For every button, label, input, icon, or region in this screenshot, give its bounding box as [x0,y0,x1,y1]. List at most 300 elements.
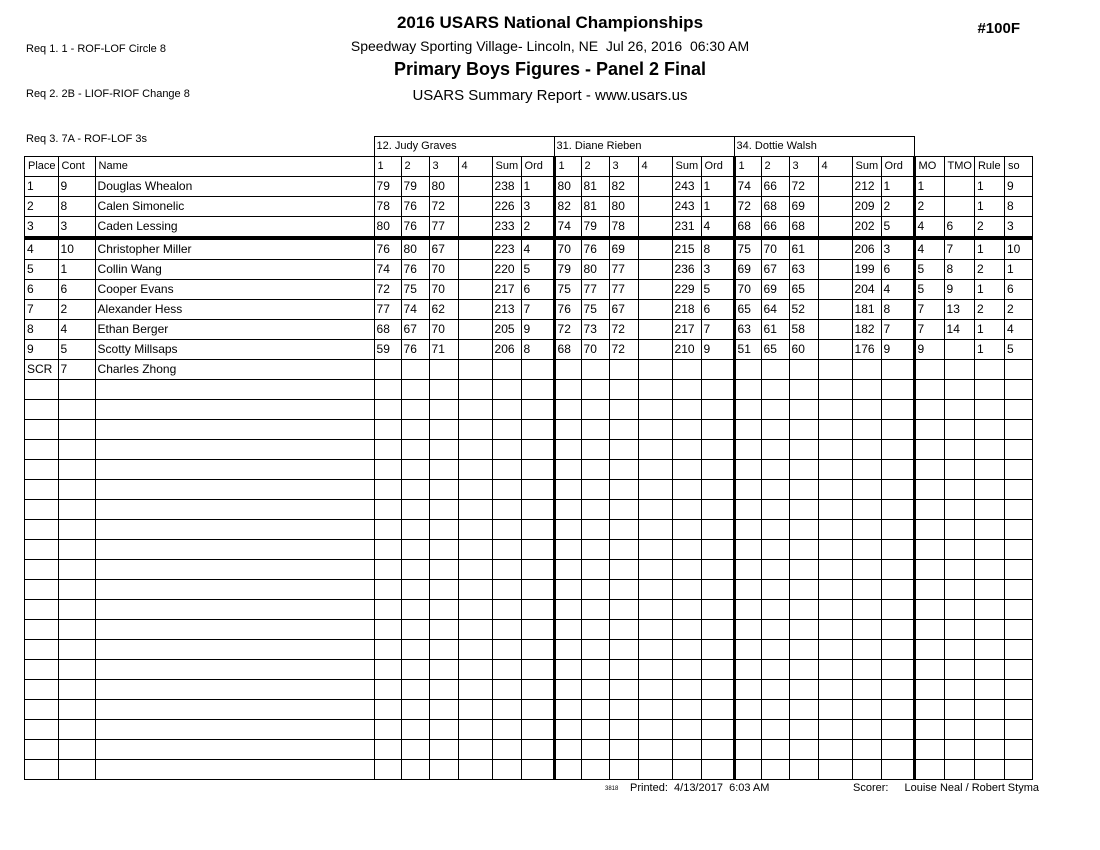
ordinal-cell [521,760,554,780]
score-cell [734,680,761,700]
sum-cell: 213 [492,300,521,320]
score-cell [374,660,401,680]
score-cell: 77 [581,280,609,300]
skater-name-cell [95,640,374,660]
ordinal-cell [881,640,914,660]
score-cell: 80 [609,197,638,217]
sum-cell [852,740,881,760]
so-cell: 9 [1004,177,1032,197]
ordinal-cell: 3 [701,260,734,280]
tmo-cell [944,480,974,500]
ordinal-cell [701,740,734,760]
score-cell [609,460,638,480]
mo-cell [914,500,944,520]
score-cell [818,600,852,620]
sum-cell [492,680,521,700]
score-cell [609,560,638,580]
skater-name-cell [95,560,374,580]
score-cell [458,760,492,780]
score-cell: 67 [761,260,789,280]
sum-cell [492,560,521,580]
skater-name-cell [95,680,374,700]
ordinal-cell [701,540,734,560]
so-cell: 3 [1004,217,1032,239]
score-cell [581,660,609,680]
tmo-cell [944,620,974,640]
score-cell [401,560,429,580]
score-cell: 77 [609,280,638,300]
place-cell [25,540,59,560]
score-cell [581,480,609,500]
score-cell [581,560,609,580]
contestant-number-cell [58,660,95,680]
skater-name-cell: Collin Wang [95,260,374,280]
score-cell [638,560,672,580]
ordinal-cell [521,680,554,700]
score-cell [429,660,458,680]
sum-cell [492,540,521,560]
score-cell [818,520,852,540]
score-cell: 68 [761,197,789,217]
sum-cell: 209 [852,197,881,217]
skater-name-cell [95,620,374,640]
place-cell: 8 [25,320,59,340]
sum-cell: 202 [852,217,881,239]
mo-cell: 9 [914,340,944,360]
ordinal-cell: 2 [521,217,554,239]
score-cell [789,760,818,780]
rule-cell: 1 [974,197,1004,217]
ordinal-cell [701,600,734,620]
sum-cell: 176 [852,340,881,360]
place-cell [25,380,59,400]
sum-cell [492,480,521,500]
result-row [25,177,1033,197]
tmo-cell [944,360,974,380]
sum-cell: 210 [672,340,701,360]
score-cell: 79 [401,177,429,197]
score-cell [554,500,581,520]
score-cell: 69 [609,238,638,260]
tmo-cell: 6 [944,217,974,239]
score-cell [818,700,852,720]
ordinal-cell: 5 [521,260,554,280]
contestant-number-cell: 6 [58,280,95,300]
score-cell [554,580,581,600]
rule-cell [974,420,1004,440]
result-row [25,300,1033,320]
result-row [25,197,1033,217]
ordinal-cell [881,760,914,780]
ordinal-cell: 1 [521,177,554,197]
ordinal-cell [701,560,734,580]
ordinal-cell [521,460,554,480]
column-header: Ord [521,157,554,177]
sum-cell [852,640,881,660]
rule-cell [974,520,1004,540]
score-cell: 71 [429,340,458,360]
score-cell [554,460,581,480]
ordinal-cell [881,740,914,760]
place-cell [25,480,59,500]
rule-cell [974,500,1004,520]
empty-row [25,380,1033,400]
empty-row [25,420,1033,440]
ordinal-cell: 3 [521,197,554,217]
score-cell [458,360,492,380]
score-cell [581,540,609,560]
score-cell: 76 [401,217,429,239]
score-cell [818,660,852,680]
so-cell [1004,520,1032,540]
rule-cell [974,460,1004,480]
tmo-cell [944,380,974,400]
score-cell [374,640,401,660]
ordinal-cell: 4 [881,280,914,300]
requirement-line-3: Req 3. 7A - ROF-LOF 3s [26,133,148,145]
score-cell [638,680,672,700]
sum-cell: 220 [492,260,521,280]
so-cell: 10 [1004,238,1032,260]
column-header: Ord [881,157,914,177]
ordinal-cell [881,660,914,680]
ordinal-cell: 4 [521,238,554,260]
score-cell [554,480,581,500]
tmo-cell [944,520,974,540]
ordinal-cell [881,700,914,720]
score-cell [581,360,609,380]
score-cell [458,540,492,560]
score-cell: 80 [374,217,401,239]
score-cell [734,720,761,740]
score-cell [818,720,852,740]
score-cell: 51 [734,340,761,360]
score-cell [554,420,581,440]
so-cell [1004,700,1032,720]
contestant-number-cell [58,500,95,520]
rule-cell: 2 [974,260,1004,280]
column-header: TMO [944,157,974,177]
rule-cell [974,540,1004,560]
score-cell: 69 [789,197,818,217]
score-cell [458,238,492,260]
score-cell: 82 [609,177,638,197]
score-cell [374,760,401,780]
score-cell: 74 [554,217,581,239]
sum-cell [672,760,701,780]
skater-name-cell [95,520,374,540]
ordinal-cell [881,380,914,400]
ordinal-cell [881,540,914,560]
column-header: 3 [789,157,818,177]
mo-cell [914,360,944,380]
score-cell [638,760,672,780]
score-cell [734,360,761,380]
score-cell [458,260,492,280]
score-cell [761,360,789,380]
score-cell: 59 [374,340,401,360]
score-cell [554,540,581,560]
score-cell [761,540,789,560]
score-cell [734,420,761,440]
scorer-line [853,782,1039,794]
score-cell: 70 [429,320,458,340]
ordinal-cell [881,680,914,700]
ordinal-cell: 8 [521,340,554,360]
score-cell [818,400,852,420]
tmo-cell [944,340,974,360]
contestant-number-cell: 8 [58,197,95,217]
score-cell [458,280,492,300]
score-cell [789,420,818,440]
score-cell [789,560,818,580]
score-cell [554,620,581,640]
sum-cell: 223 [492,238,521,260]
result-row [25,238,1033,260]
mo-cell: 4 [914,238,944,260]
ordinal-cell: 8 [701,238,734,260]
score-cell: 72 [789,177,818,197]
so-cell [1004,480,1032,500]
result-row [25,360,1033,380]
sum-cell [852,600,881,620]
sum-cell [672,520,701,540]
score-cell: 75 [734,238,761,260]
place-cell: 4 [25,238,59,260]
score-cell [638,660,672,680]
ordinal-cell [701,380,734,400]
score-cell [789,360,818,380]
place-cell [25,600,59,620]
score-cell [581,460,609,480]
column-header: 2 [401,157,429,177]
score-cell [609,760,638,780]
score-cell: 72 [554,320,581,340]
score-cell [458,400,492,420]
so-cell [1004,660,1032,680]
ordinal-cell [521,400,554,420]
score-cell: 65 [761,340,789,360]
empty-row [25,480,1033,500]
score-cell: 76 [401,197,429,217]
so-cell [1004,360,1032,380]
skater-name-cell [95,440,374,460]
requirement-line-1: Req 1. 1 - ROF-LOF Circle 8 [26,43,166,55]
contestant-number-cell [58,600,95,620]
mo-cell [914,760,944,780]
sum-cell [492,460,521,480]
ordinal-cell [701,640,734,660]
sum-cell [852,540,881,560]
score-cell [789,720,818,740]
score-cell [761,560,789,580]
contestant-number-cell: 9 [58,177,95,197]
score-cell [429,760,458,780]
score-cell [638,620,672,640]
score-cell: 70 [429,280,458,300]
score-cell [761,500,789,520]
ordinal-cell [881,440,914,460]
score-cell [609,480,638,500]
empty-row [25,680,1033,700]
contestant-number-cell [58,680,95,700]
score-cell [401,420,429,440]
empty-row [25,440,1033,460]
score-cell [761,620,789,640]
score-cell [638,380,672,400]
contestant-number-cell: 7 [58,360,95,380]
place-cell: 5 [25,260,59,280]
ordinal-cell [701,660,734,680]
ordinal-cell: 1 [881,177,914,197]
rule-cell [974,560,1004,580]
mo-cell [914,740,944,760]
empty-row [25,640,1033,660]
score-cell [789,520,818,540]
score-cell [458,197,492,217]
score-cell [638,520,672,540]
sum-cell [492,400,521,420]
ordinal-cell: 5 [881,217,914,239]
score-cell [458,600,492,620]
so-cell: 4 [1004,320,1032,340]
empty-row [25,460,1033,480]
so-cell [1004,420,1032,440]
score-cell [761,760,789,780]
sum-cell [672,720,701,740]
score-cell [401,640,429,660]
judge-name-header-1: 12. Judy Graves [374,137,554,157]
venue-date-line: Speedway Sporting Village- Lincoln, NE Jul 26, 2016 06:30 AM [350,38,750,54]
place-cell [25,760,59,780]
ordinal-cell [881,400,914,420]
score-cell [581,620,609,640]
score-cell [554,400,581,420]
sum-cell [672,540,701,560]
sum-cell [492,520,521,540]
score-cell [761,580,789,600]
score-cell [429,640,458,660]
sum-cell [492,740,521,760]
sum-cell [492,720,521,740]
score-cell: 67 [401,320,429,340]
score-cell: 76 [401,260,429,280]
sum-cell [672,560,701,580]
contestant-number-cell [58,720,95,740]
sum-cell: 206 [492,340,521,360]
skater-name-cell: Charles Zhong [95,360,374,380]
empty-row [25,600,1033,620]
sum-cell [852,620,881,640]
score-cell [429,400,458,420]
score-cell [401,580,429,600]
empty-row [25,560,1033,580]
mo-cell [914,520,944,540]
score-cell [734,560,761,580]
score-cell: 78 [609,217,638,239]
ordinal-cell [521,520,554,540]
score-cell [818,760,852,780]
score-cell [609,740,638,760]
score-cell [581,520,609,540]
score-cell [734,380,761,400]
ordinal-cell [701,440,734,460]
so-cell [1004,600,1032,620]
score-cell [554,560,581,580]
ordinal-cell: 2 [881,197,914,217]
score-cell [818,440,852,460]
contestant-number-cell [58,700,95,720]
skater-name-cell: Ethan Berger [95,320,374,340]
ordinal-cell [701,700,734,720]
mo-cell [914,720,944,740]
skater-name-cell: Scotty Millsaps [95,340,374,360]
score-cell [789,600,818,620]
rule-cell [974,760,1004,780]
score-cell [458,640,492,660]
score-cell [638,460,672,480]
tmo-cell: 9 [944,280,974,300]
place-cell [25,720,59,740]
so-cell [1004,500,1032,520]
score-cell [818,540,852,560]
score-cell [638,340,672,360]
score-cell [818,260,852,280]
score-cell [374,700,401,720]
skater-name-cell: Douglas Whealon [95,177,374,197]
score-cell [734,620,761,640]
rule-cell [974,640,1004,660]
sum-cell: 215 [672,238,701,260]
mo-cell: 2 [914,197,944,217]
score-cell [429,580,458,600]
tmo-cell [944,660,974,680]
rule-cell [974,580,1004,600]
sum-cell [672,620,701,640]
score-cell: 72 [609,340,638,360]
score-cell [554,760,581,780]
mo-cell [914,700,944,720]
mo-cell [914,440,944,460]
ordinal-cell [521,540,554,560]
score-cell [458,680,492,700]
score-cell [761,440,789,460]
score-cell [818,680,852,700]
result-row [25,320,1033,340]
mo-cell: 1 [914,177,944,197]
score-cell [374,720,401,740]
score-cell: 80 [401,238,429,260]
score-cell [818,620,852,640]
mo-cell [914,460,944,480]
score-cell [458,700,492,720]
column-header: Rule [974,157,1004,177]
ordinal-cell [881,560,914,580]
score-cell [789,700,818,720]
mo-cell: 4 [914,217,944,239]
column-header: Sum [672,157,701,177]
skater-name-cell [95,460,374,480]
score-cell [818,380,852,400]
score-cell [609,440,638,460]
score-cell: 68 [734,217,761,239]
sum-cell: 182 [852,320,881,340]
score-cell: 62 [429,300,458,320]
score-cell [401,400,429,420]
sum-cell [492,700,521,720]
score-cell [374,580,401,600]
so-cell [1004,560,1032,580]
